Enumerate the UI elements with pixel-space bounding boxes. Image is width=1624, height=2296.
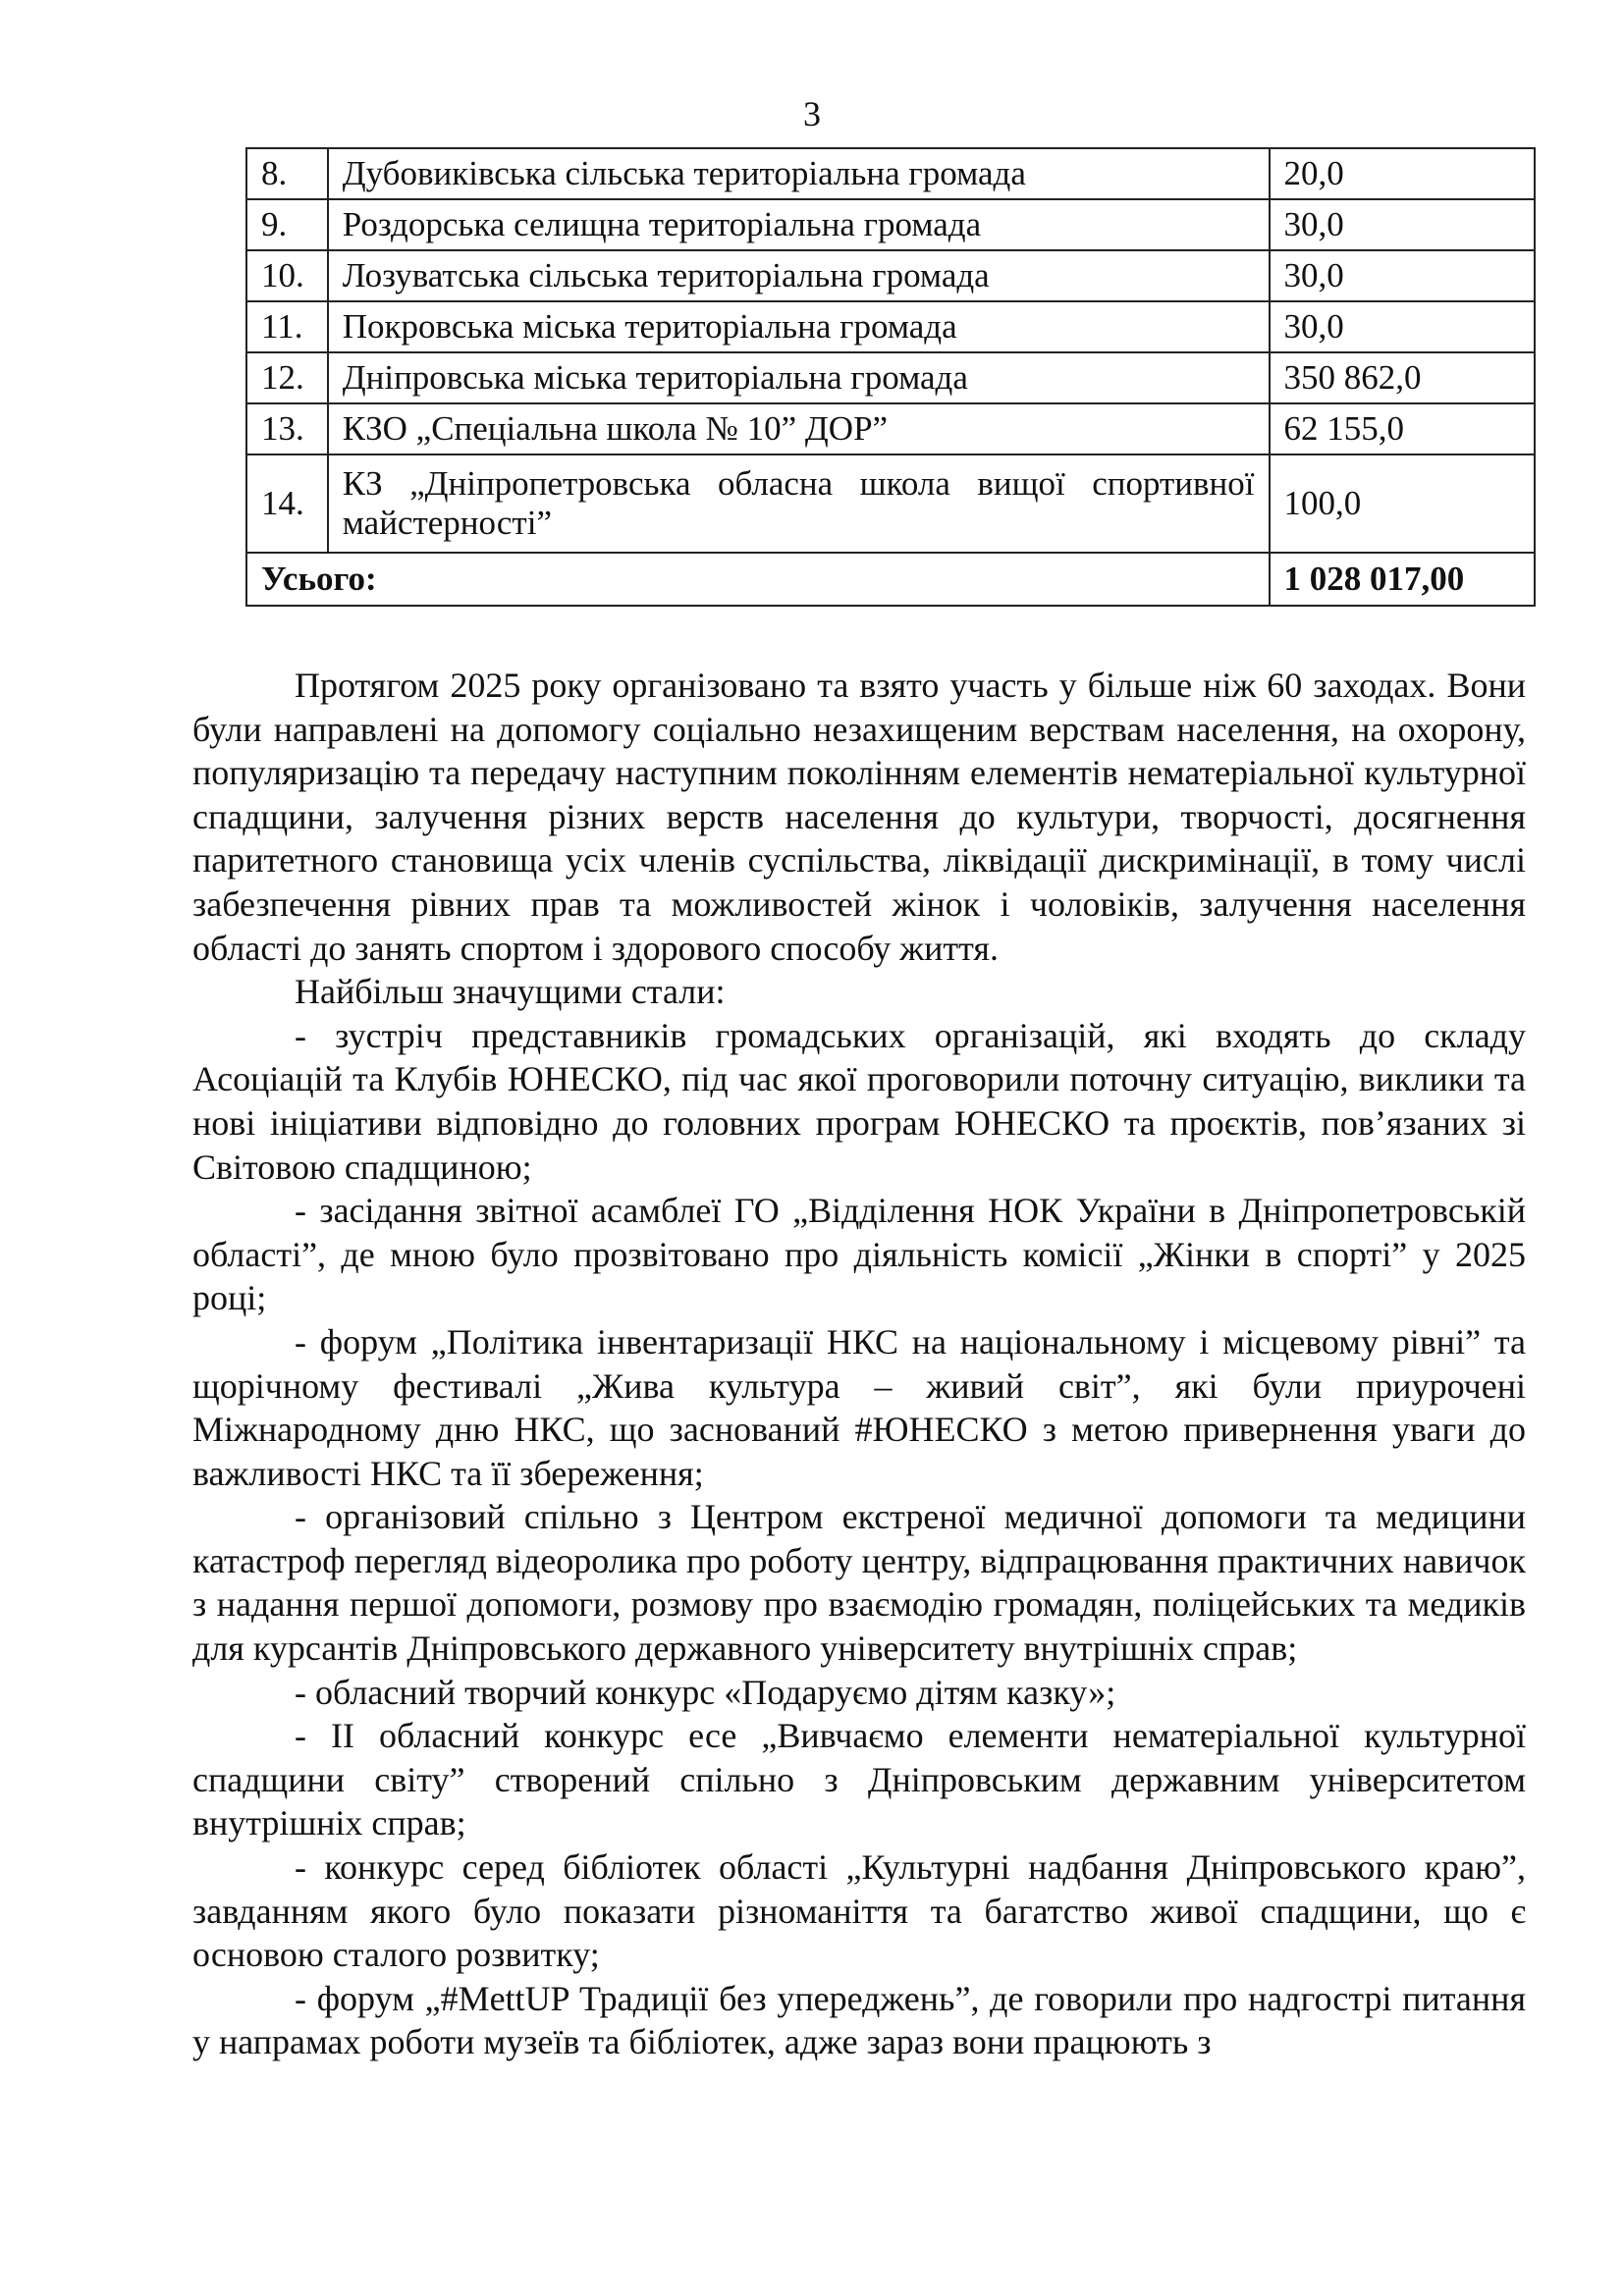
recipient-name: Дубовиківська сільська територіальна громада [328, 148, 1270, 199]
table-row [246, 403, 1535, 454]
list-item: - зустріч представників громадських організацій, які входять до складу Асоціацій та Клубів ЮНЕСКО, під час якої проговорили поточну ситуацію, виклики та нові ініціативи відповідно до головних програм ЮНЕСКО та проєктів, пов’язаних зі Світовою спадщиною; [192, 1015, 1526, 1187]
row-number: 8. [246, 148, 328, 199]
total-amount: 1 028 017,00 [1270, 553, 1535, 606]
list-item: - форум „#MettUP Традиції без упереджень”, де говорили про надгострі питання у напрамах роботи музеїв та бібліотек, адже зараз вони працюють з [192, 1978, 1526, 2062]
list-item: - конкурс серед бібліотек області „Культурні надбання Дніпровського краю”, завданням якого було показати різноманіття та багатство живої спадщини, що є основою сталого розвитку; [192, 1847, 1526, 1975]
row-number: 14. [246, 454, 328, 553]
list-item: - засідання звітної асамблеї ГО „Відділення НОК України в Дніпропетровській області”, де мною було прозвітовано про діяльність комісії „Жінки в спорті” у 2025 році; [192, 1191, 1526, 1318]
amount: 20,0 [1270, 148, 1535, 199]
table-row [246, 199, 1535, 250]
row-number: 11. [246, 301, 328, 352]
recipient-name: Роздорська селищна територіальна громада [328, 199, 1270, 250]
amount: 100,0 [1270, 454, 1535, 553]
amount: 30,0 [1270, 250, 1535, 301]
amount: 30,0 [1270, 199, 1535, 250]
recipient-name: Дніпровська міська територіальна громада [328, 352, 1270, 403]
recipient-name: КЗ „Дніпропетровська обласна школа вищої спортивної майстерності” [328, 454, 1270, 553]
row-number: 13. [246, 403, 328, 454]
table-row [246, 352, 1535, 403]
row-number: 12. [246, 352, 328, 403]
table-row [246, 148, 1535, 199]
page-number: 3 [803, 94, 821, 133]
row-number: 10. [246, 250, 328, 301]
amount: 62 155,0 [1270, 403, 1535, 454]
list-item: - обласний творчий конкурс «Подаруємо дітям казку»; [295, 1672, 1116, 1712]
table-row [246, 454, 1535, 553]
paragraph-heading: Найбільш значущими стали: [295, 972, 726, 1012]
recipient-name: Лозуватська сільська територіальна громада [328, 250, 1270, 301]
table-row [246, 301, 1535, 352]
amount: 350 862,0 [1270, 352, 1535, 403]
list-item: - форум „Політика інвентаризації НКС на національному і місцевому рівні” та щорічному фестивалі „Жива культура – живий світ”, які були приурочені Міжнародному дню НКС, що заснований #ЮНЕСКО з метою привернення уваги до важливості НКС та її збереження; [192, 1321, 1526, 1493]
list-item: - ІІ обласний конкурс есе „Вивчаємо елементи нематеріальної культурної спадщини світу” створений спільно з Дніпровським державним університетом внутрішніх справ; [192, 1716, 1526, 1843]
recipient-name: КЗО „Спеціальна школа № 10” ДОР” [328, 403, 1270, 454]
recipient-name: Покровська міська територіальна громада [328, 301, 1270, 352]
amount: 30,0 [1270, 301, 1535, 352]
funding-table [245, 147, 1536, 607]
total-row [246, 553, 1535, 606]
list-item: - організовий спільно з Центром екстреної медичної допомоги та медицини катастроф перегляд відеоролика про роботу центру, відпрацювання практичних навичок з надання першої допомоги, розмову про взаємодію громадян, поліцейських та медиків для курсантів Дніпровського державного університету внутрішніх справ; [192, 1497, 1526, 1669]
paragraph-intro: Протягом 2025 року організовано та взято участь у більше ніж 60 заходах. Вони були направлені на допомогу соціально незахищеним верствам населення, на охорону, популяризацію та передачу наступним поколінням елементів нематеріальної культурної спадщини, залучення різних верств населення до культури, творчості, досягнення паритетного становища усіх членів суспільства, ліквідації дискримінації, в тому числі забезпечення рівних прав та можливостей жінок і чоловіків, залучення населення області до занять спортом і здорового способу життя. [192, 666, 1526, 968]
body-text [192, 664, 1526, 2064]
row-number: 9. [246, 199, 328, 250]
table-row [246, 250, 1535, 301]
total-label: Усього: [246, 553, 1270, 606]
